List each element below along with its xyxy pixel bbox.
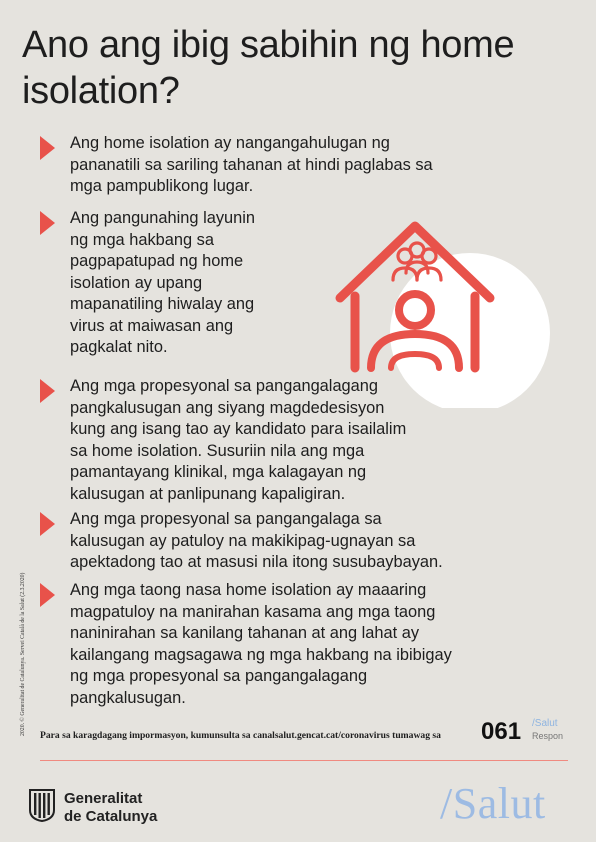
bullet-text: Ang pangunahing layunin ng mga hakbang sa pagpapatupad ng home isolation ay upang mapanatiling hiwalay ang virus at maiwasan ang pagkalat nito. bbox=[70, 209, 256, 356]
more-info-note: Para sa karagdagang impormasyon, kumunsulta sa canalsalut.gencat.cat/coronavirus tumawag sa bbox=[40, 730, 441, 741]
salut-logo: /Salut bbox=[440, 779, 546, 828]
bullet-text: Ang mga propesyonal sa pangangalagang pangkalusugan ang siyang magdedesisyon kung ang isang tao ay kandidato para isailalim sa home isolation. Susuriin nila ang mga pamantayang klinikal, mga kalagayan ng kalusugan at panlipunang kapaligiran. bbox=[70, 377, 407, 503]
phone-sub-label: Respon bbox=[532, 731, 564, 741]
page-title: Ano ang ibig sabihin ng home isolation? bbox=[22, 24, 515, 112]
phone-brand-label: /Salut bbox=[532, 718, 558, 729]
bullet-arrow-icon bbox=[40, 512, 55, 536]
bullet-arrow-icon bbox=[40, 136, 55, 160]
bullet-text: Ang home isolation ay nangangahulugan ng pananatili sa sariling tahanan at hindi paglabas sa mga pampublikong lugar. bbox=[70, 134, 433, 195]
bullet-text: Ang mga propesyonal sa pangangalaga sa kalusugan ay patuloy na makikipag-ugnayan sa apektadong tao at masusi nila itong susubaybayan. bbox=[70, 510, 443, 571]
generalitat-emblem-icon bbox=[28, 788, 56, 822]
bullet-text: Ang mga taong nasa home isolation ay maaaring magpatuloy na manirahan kasama ang mga taong naninirahan sa kanilang tahanan at ang lahat ay kailangang magsagawa ng mga hakbang na ibibigay ng mga propesyonal sa pangangalagang pangkalusugan. bbox=[70, 581, 452, 707]
copyright-credit: 2020. © Generalitat de Catalunya. Servei Català de la Salut (2.3.2020) bbox=[20, 572, 26, 736]
bullet-arrow-icon bbox=[40, 583, 55, 607]
generalitat-logo-text: Generalitat de Catalunya bbox=[64, 790, 158, 825]
bullet-arrow-icon bbox=[40, 211, 55, 235]
footer-divider bbox=[40, 760, 568, 761]
home-isolation-house-icon bbox=[335, 218, 565, 408]
bullet-arrow-icon bbox=[40, 379, 55, 403]
phone-number[interactable]: 061 bbox=[481, 718, 522, 745]
